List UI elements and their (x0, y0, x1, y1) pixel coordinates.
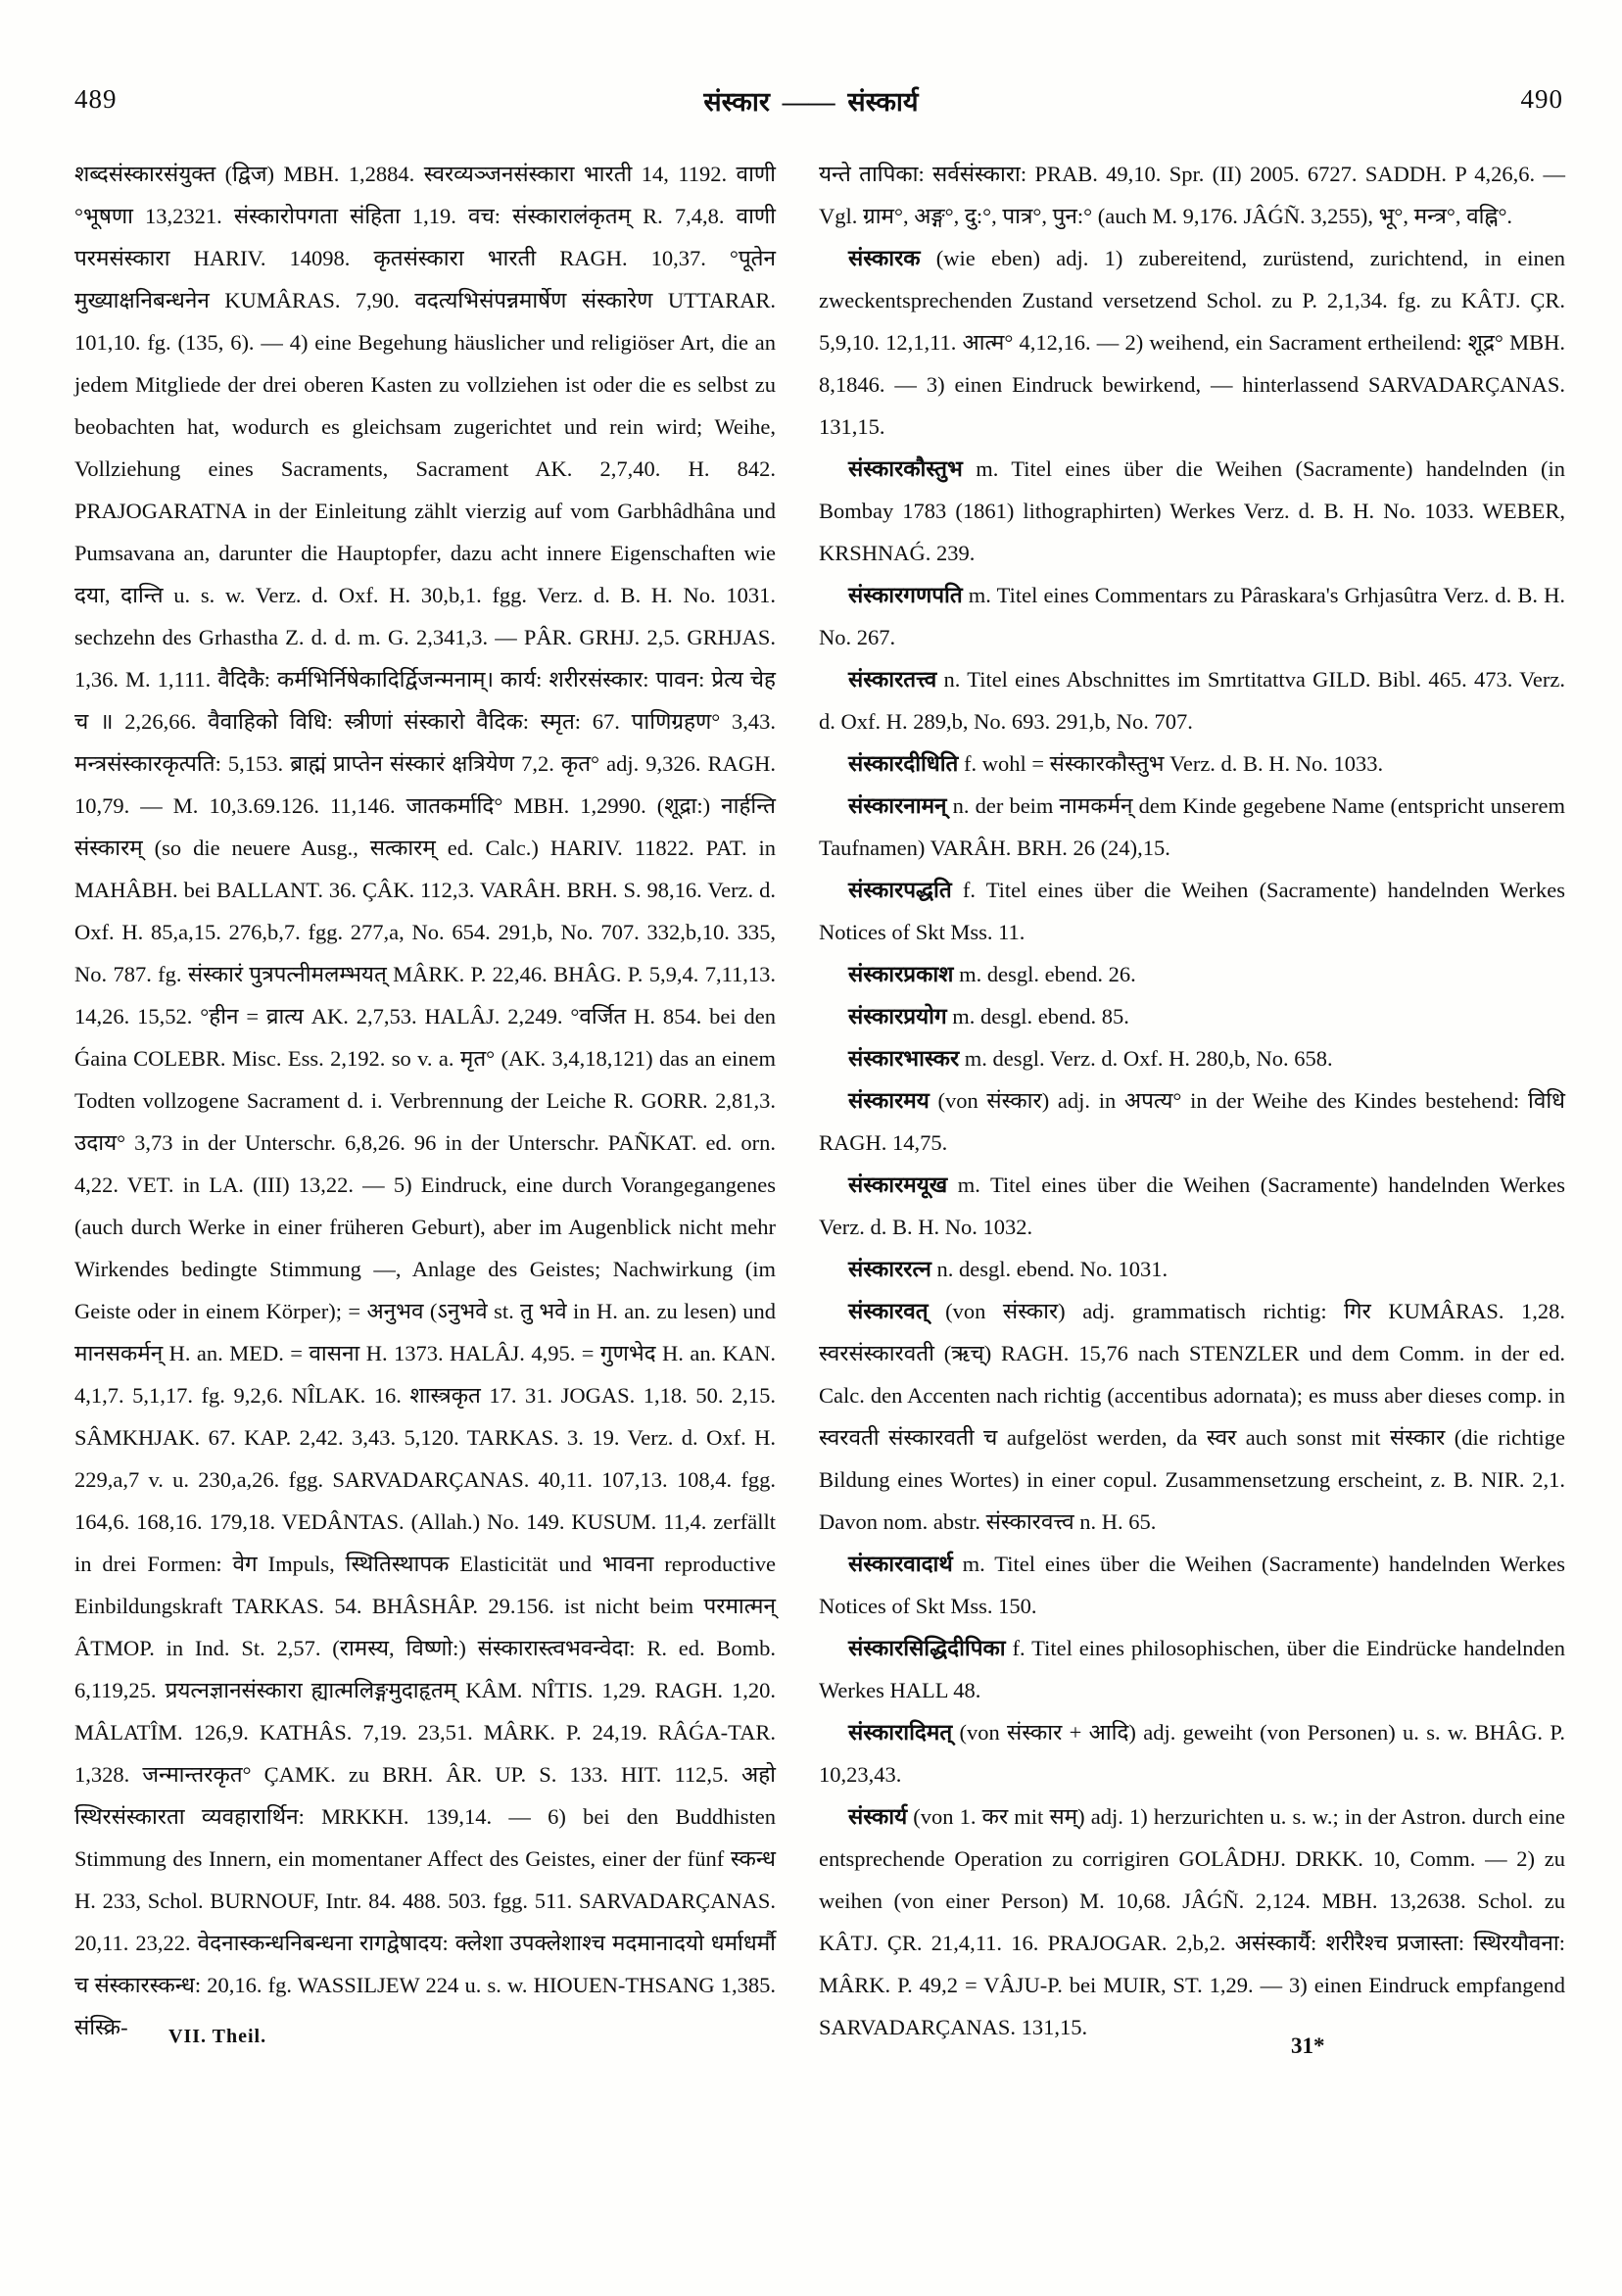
entry-body: (von 1. कर mit सम्) adj. 1) herzurichten u. s. w.; in der Astron. durch eine entsprechende Operation zu corrigiren GOLÂDHJ. DRKK. 10, Comm. — 2) zu weihen (von einer Person) M. 10,68. JÂǴÑ. 2,124. MBH. 13,2638. Schol. zu KÂTJ. ÇR. 21,4,11. 16. PRAJOGAR. 2,b,2. असंस्कार्यै: शरीरैश्च प्रजास्ता: स्थिरयौवना: MÂRK. P. 49,2 = VÂJU-P. bei MUIR, ST. 1,29. — 3) einen Eindruck empfangend SARVADARÇANAS. 131,15. (819, 1804, 1565, 2039)
entry-body: m. desgl. ebend. 26. (953, 962, 1136, 986)
dictionary-entry (819, 1037, 1565, 1079)
dictionary-entry (819, 1164, 1565, 1248)
entry-headword: संस्काररत्न (848, 1257, 931, 1281)
dictionary-entry (819, 1079, 1565, 1164)
dictionary-entry (819, 1711, 1565, 1795)
dictionary-entry (819, 953, 1565, 995)
footer-volume-label: VII. Theil. (168, 2026, 267, 2047)
entry-body: n. der beim नामकर्मन् dem Kinde gegebene Name (entspricht unserem Taufnamen) VARÂH. BRH. 26 (24),15. (819, 793, 1565, 860)
dictionary-entry (819, 995, 1565, 1037)
entry-body: (von संस्कार) adj. in अपत्य° in der Weihe des Kindes bestehend: विधि RAGH. 14,75. (819, 1088, 1565, 1155)
dictionary-entry (819, 448, 1565, 574)
entry-body: m. Titel eines über die Weihen (Sacramente) handelnden Werkes Notices of Skt Mss. 150. (819, 1552, 1565, 1618)
entry-continuation: यन्ते तापिका: सर्वसंस्कारा: PRAB. 49,10. Spr. (II) 2005. 6727. SADDH. P 4,26,6. — Vgl. ग्राम°, अङ्ग°, दु:°, पात्र°, पुन:° (auch M. 9,176. JÂǴÑ. 3,255), भू°, मन्त्र°, वह्नि°. (819, 162, 1565, 228)
right-column (819, 153, 1565, 2048)
page-header-title: संस्कार —— संस्कार्य (703, 87, 919, 117)
entry-headword: संस्कार्य (848, 1804, 908, 1829)
page-number-left: 489 (74, 84, 118, 114)
entry-body: (wie eben) adj. 1) zubereitend, zurüstend, zurichtend, in einen zweckentsprechenden Zustand versetzend Schol. zu P. 2,1,34. fg. zu KÂTJ. ÇR. 5,9,10. 12,1,11. आत्म° 4,12,16. — 2) weihend, ein Sacrament ertheilend: शूद्र° MBH. 8,1846. — 3) einen Eindruck bewirkend, — hinterlassend SARVADARÇANAS. 131,15. (819, 246, 1565, 439)
entry-body: m. Titel eines über die Weihen (Sacramente) handelnden Werkes Verz. d. B. H. No. 1032. (819, 1172, 1565, 1239)
entry-headword: संस्कारप्रकाश (848, 962, 954, 986)
entry-body: (von संस्कार) adj. grammatisch richtig: गिर KUMÂRAS. 1,28. स्वरसंस्कारवती (ऋच्) RAGH. 15,76 nach STENZLER und dem Comm. in der ed. Calc. den Accenten nach richtig (accentibus adornata); es muss aber dieses comp. in स्वरवती संस्कारवती च aufgelöst werden, da स्वर auch sonst mit संस्कार (die richtige Bildung eines Wortes) in einer copul. Zusammensetzung erscheint, z. B. NIR. 2,1. Davon nom. abstr. संस्कारवत्त्व n. H. 65. (819, 1299, 1565, 1534)
entry-headword: संस्कारमय (848, 1088, 930, 1113)
dictionary-entry (819, 869, 1565, 953)
entry-body: m. desgl. Verz. d. Oxf. H. 280,b, No. 658. (959, 1046, 1333, 1071)
dictionary-entry (819, 785, 1565, 869)
dictionary-entry (819, 1248, 1565, 1290)
entry-body: (von संस्कार + आदि) adj. geweiht (von Personen) u. s. w. BHÂG. P. 10,23,43. (819, 1720, 1565, 1787)
entry-body: f. wohl = संस्कारकौस्तुभ Verz. d. B. H. No. 1033. (958, 751, 1384, 776)
entry-headword: संस्कारनामन् (848, 793, 947, 818)
entry-body: f. Titel eines philosophischen, über die Eindrücke handelnden Werkes HALL 48. (819, 1636, 1565, 1702)
entry-headword: संस्कारतत्त्व (848, 667, 937, 692)
entry-headword: संस्कारवत् (848, 1299, 929, 1323)
entry-headword: संस्कारसिद्धिदीपिका (848, 1636, 1006, 1660)
page-number-right: 490 (1520, 84, 1563, 114)
dictionary-entry (819, 1795, 1565, 2048)
entry-body: m. desgl. ebend. 85. (946, 1004, 1129, 1028)
entry-headword: संस्कारवादार्थ (848, 1552, 953, 1576)
entry-headword: संस्कारप्रयोग (848, 1004, 947, 1028)
entry-body: n. desgl. ebend. No. 1031. (930, 1257, 1169, 1281)
entry-samskara-continuation: शब्दसंस्कारसंयुक्त (द्विज) MBH. 1,2884. स्वरव्यञ्जनसंस्कारा भारती 14, 1192. वाणी °भूषणा 13,2321. संस्कारोपगता संहिता 1,19. वच: संस्कारालंकृतम् R. 7,4,8. वाणी परमसंस्कारा HARIV. 14098. कृतसंस्कारा भारती RAGH. 10,37. °पूतेन मुख्याक्षनिबन्धनेन KUMÂRAS. 7,90. वदत्यभिसंपन्नमार्षेण संस्कारेण UTTARAR. 101,10. fg. (135, 6). — 4) eine Begehung häuslicher und religiöser Art, die an jedem Mitgliede der drei oberen Kasten zu vollziehen ist oder die es selbst zu beobachten hat, wodurch es gleichsam zugerichtet und rein wird; Weihe, Vollziehung eines Sacraments, Sacrament AK. 2,7,40. H. 842. PRAJOGARATNA in der Einleitung zählt vierzig auf vom Garbhâdhâna und Pumsavana an, darunter die Hauptopfer, dazu acht innere Eigenschaften wie दया, दान्ति u. s. w. Verz. d. Oxf. H. 30,b,1. fgg. Verz. d. B. H. No. 1031. sechzehn des Grhastha Z. d. d. m. G. 2,341,3. — PÂR. GRHJ. 2,5. GRHJAS. 1,36. M. 1,111. वैदिकै: कर्मभिर्निषेकादिर्द्विजन्मनाम्। कार्य: शरीरसंस्कार: पावन: प्रेत्य चेह च ॥ 2,26,66. वैवाहिको विधि: स्त्रीणां संस्कारो वैदिक: स्मृत: 67. पाणिग्रहण° 3,43. मन्त्रसंस्कारकृत्पति: 5,153. ब्राह्मं प्राप्तेन संस्कारं क्षत्रियेण 7,2. कृत° adj. 9,326. RAGH. 10,79. — M. 10,3.69.126. 11,146. जातकर्मादि° MBH. 1,2990. (शूद्रा:) नार्हन्ति संस्कारम् (so die neuere Ausg., सत्कारम् ed. Calc.) HARIV. 11822. PAT. in MAHÂBH. bei BALLANT. 36. ÇÂK. 112,3. VARÂH. BRH. S. 98,16. Verz. d. Oxf. H. 85,a,15. 276,b,7. fgg. 277,a, No. 654. 291,b, No. 707. 332,b,10. 335, No. 787. fg. संस्कारं पुत्रपत्नीमलम्भयत् MÂRK. P. 22,46. BHÂG. P. 5,9,4. 7,11,13. 14,26. 15,52. °हीन = व्रात्य AK. 2,7,53. HALÂJ. 2,249. °वर्जित H. 854. bei den Ǵaina COLEBR. Misc. Ess. 2,192. so v. a. मृत° (AK. 3,4,18,121) das an einem Todten vollzogene Sacrament d. i. Verbrennung der Leiche R. GORR. 2,81,3. उदाय° 3,73 in der Unterschr. 6,8,26. 96 in der Unterschr. PAÑKAT. ed. orn. 4,22. VET. in LA. (III) 13,22. — 5) Eindruck, eine durch Vorangegangenes (auch durch Werke in einer früheren Geburt), aber im Augenblick nicht mehr Wirkendes bedingte Stimmung —, Anlage des Geistes; Nachwirkung (im Geiste oder in einem Körper); = अनुभव (ऽनुभवे st. तु भवे in H. an. zu lesen) und मानसकर्मन् H. an. MED. = वासना H. 1373. HALÂJ. 4,95. = गुणभेद H. an. KAN. 4,1,7. 5,1,17. fg. 9,2,6. NÎLAK. 16. शास्त्रकृत 17. 31. JOGAS. 1,18. 50. 2,15. SÂMKHJAK. 67. KAP. 2,42. 3,43. 5,120. TARKAS. 3. 19. Verz. d. Oxf. H. 229,a,7 v. u. 230,a,26. fgg. SARVADARÇANAS. 40,11. 107,13. 108,4. fgg. 164,6. 168,16. 179,18. VEDÂNTAS. (Allah.) No. 149. KUSUM. 11,4. zerfällt in drei Formen: वेग Impuls, स्थितिस्थापक Elasticität und भावना reproductive Einbildungskraft TARKAS. 54. BHÂSHÂP. 29.156. ist nicht beim परमात्मन् ÂTMOP. in Ind. St. 2,57. (रामस्य, विष्णो:) संस्कारास्त्वभवन्वेदा: R. ed. Bomb. 6,119,25. प्रयत्नज्ञानसंस्कारा ह्यात्मलिङ्गमुदाहृतम् KÂM. NÎTIS. 1,29. RAGH. 1,20. MÂLATÎM. 126,9. KATHÂS. 7,19. 23,51. MÂRK. P. 24,19. RÂǴA-TAR. 1,328. जन्मान्तरकृत° ÇAMK. zu BRH. ÂR. UP. S. 133. HIT. 112,5. अहो स्थिरसंस्कारता व्यवहारार्थिन: MRKKH. 139,14. — 6) bei den Buddhisten Stimmung des Innern, ein momentaner Affect des Geistes, einer der fünf स्कन्ध H. 233, Schol. BURNOUF, Intr. 84. 488. 503. fgg. 511. SARVADARÇANAS. 20,11. 23,22. वेदनास्कन्धनिबन्धना रागद्वेषादय: क्लेशा उपक्लेशाश्च मदमानादयो धर्माधर्मौ च संस्कारस्कन्ध: 20,16. fg. WASSILJEW 224 u. s. w. HIOUEN-THSANG 1,385. संस्क्रि- (74, 162, 776, 2039)
entry-headword: संस्कारकौस्तुभ (848, 456, 963, 481)
entry-headword: संस्कारक (848, 246, 921, 270)
entry-headword: संस्कारमयूख (848, 1172, 948, 1197)
dictionary-entry (819, 1290, 1565, 1543)
footer-signature-mark: 31* (1291, 2033, 1325, 2058)
entry-headword: संस्कारगणपति (848, 583, 963, 607)
entry-headword: संस्कारदीधिति (848, 751, 959, 776)
entry-body: n. Titel eines Abschnittes im Smrtitattva GILD. Bibl. 465. 473. Verz. d. Oxf. H. 289,b, No. 693. 291,b, No. 707. (819, 667, 1565, 734)
entry-body: m. Titel eines über die Weihen (Sacramente) handelnden (in Bombay 1783 (1861) lithographirten) Werkes Verz. d. B. H. No. 1033. WEBER, KRSHNAǴ. 239. (819, 456, 1565, 565)
entry-headword: संस्कारपद्धति (848, 878, 952, 902)
entry-body: f. Titel eines über die Weihen (Sacramente) handelnden Werkes Notices of Skt Mss. 11. (819, 878, 1565, 944)
dictionary-entry (819, 1627, 1565, 1711)
entry-headword: संस्कारभास्कर (848, 1046, 960, 1071)
dictionary-entry (819, 574, 1565, 658)
left-column (74, 153, 776, 2048)
entry-body: m. Titel eines Commentars zu Pâraskara's Grhjasûtra Verz. d. B. H. No. 267. (819, 583, 1565, 649)
entry-headword: संस्कारादिमत् (848, 1720, 953, 1745)
dictionary-entry (819, 742, 1565, 785)
dictionary-entry (819, 658, 1565, 742)
dictionary-entry (819, 1543, 1565, 1627)
dictionary-entry (819, 237, 1565, 448)
